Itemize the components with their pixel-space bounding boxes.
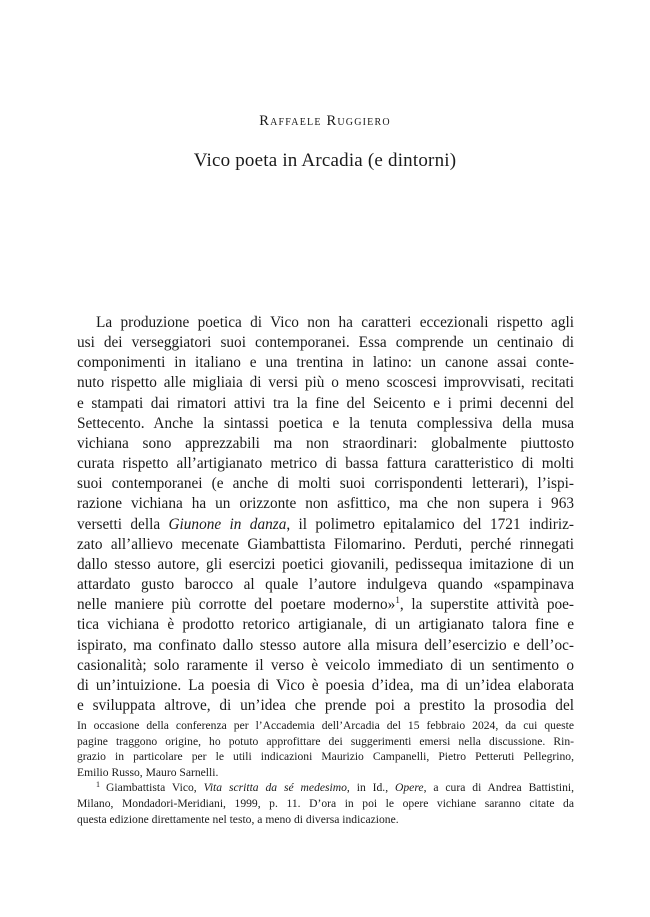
work-title-italic: Opere [395, 781, 424, 795]
text-line: tica vichiana è prodotto retorico artigianale, di un artigianato talora fine e [77, 616, 574, 634]
footnote-line: In occasione della conferenza per l’Accademia dell’Arcadia del 15 febbraio 2024, da cui queste [77, 719, 574, 732]
footnote-line: questa edizione direttamente nel testo, a meno di diversa indicazione. [77, 812, 399, 826]
text-line: e sviluppata altrove, di un’idea che prende poi a prestito la prosodia del [77, 696, 574, 714]
footnotes [77, 718, 574, 827]
text-segment: versetti della [77, 515, 169, 533]
text-line: ispirato, ma confinato dallo stesso autore alla misura dell’esercizio e dell’oc- [77, 636, 574, 654]
text-line: di un’intuizione. La poesia di Vico è poesia d’idea, ma di un’idea elaborata [77, 676, 574, 694]
text-line: usi dei verseggiatori suoi contemporanei. Essa comprende un centinaio di [77, 334, 574, 352]
paragraph [77, 313, 574, 716]
text-line: suoi contemporanei (e anche di molti suoi corrispondenti letterari), l’ispi- [77, 475, 574, 493]
footnote-reference[interactable]: 1 [395, 595, 400, 606]
work-title-italic: Vita scritta da sé medesimo [203, 781, 347, 795]
text-line: vichiana sono apprezzabili ma non straordinari: globalmente piuttosto [77, 434, 574, 452]
text-line: razione vichiana ha un orizzonte non asfittico, ma che non supera i 963 [77, 495, 574, 513]
acknowledgement-note [77, 718, 574, 780]
text-line: nuto rispetto alle migliaia di versi più o meno scoscesi improvvisati, recitati [77, 374, 574, 392]
footnote-line: Emilio Russo, Mauro Sarnelli. [77, 765, 219, 779]
footnote-line: Milano, Mondadori-Meridiani, 1999, p. 11. D’ora in poi le opere vichiane saranno citate da [77, 796, 574, 810]
text-line: dallo stesso autore, gli esercizi poetici giovanili, pedissequa imitazione di un [77, 555, 574, 573]
text-line: attardato gusto barocco al quale l’autore indulgeva quando «spampinava [77, 576, 574, 594]
text-line: La produzione poetica di Vico non ha caratteri eccezionali rispetto agli [96, 314, 574, 331]
footnote-number: 1 [96, 780, 100, 790]
text-line: componimenti in italiano e una trentina in latino: un canone assai conte- [77, 354, 574, 372]
text-line [77, 515, 574, 535]
text-segment: , in Id., [346, 781, 396, 795]
text-line: e stampati dai rimatori attivi tra la fine del Seicento e i primi decenni del [77, 394, 574, 412]
text-line [77, 595, 574, 615]
text-segment: , il polimetro epitalamico del 1721 indiriz- [286, 515, 574, 533]
footnote-line: grazio in particolare per le utili indicazioni Maurizio Campanelli, Pietro Petteruti Pellegrino, [77, 750, 574, 764]
article-title: Vico poeta in Arcadia (e dintorni) [193, 150, 457, 171]
text-line: Settecento. Anche la sintassi poetica e la tenuta complessiva della musa [77, 414, 574, 432]
footnote-line: pagine traggono origine, ho potuto approfittare dei suggerimenti emersi nella discussione. Rin- [77, 734, 574, 748]
text-segment: , a cura di Andrea Battistini, [423, 781, 574, 795]
work-title-italic: Giunone in danza [168, 515, 287, 533]
author-name: Raffaele Ruggiero [259, 113, 391, 129]
text-line: curata rispetto all’artigianato metrico di bassa fattura caratteristico di molti [77, 455, 574, 473]
text-segment: nelle maniere più corrotte del poetare moderno» [77, 596, 396, 614]
footnote-line [77, 780, 574, 796]
text-segment: , la superstite attività poe- [399, 596, 575, 614]
footnote-1 [77, 780, 574, 827]
text-line: casionalità; solo raramente il verso è veicolo immediato di un sentimento o [77, 656, 574, 674]
text-segment: Giambattista Vico, [106, 781, 204, 795]
text-line: zato all’allievo mecenate Giambattista Filomarino. Perduti, perché rinnegati [77, 535, 574, 553]
body-text [77, 313, 574, 716]
